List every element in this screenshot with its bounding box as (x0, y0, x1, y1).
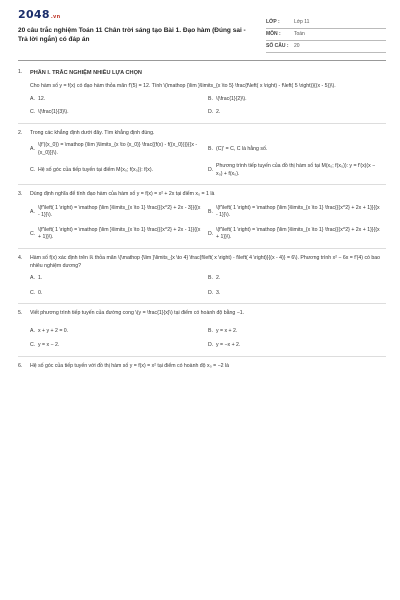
question-4-text: Hàm số f(x) xác định trên ℝ thỏa mãn \(\mathop {\lim }\limits_{x \to 4} \frac{f\left( x \right) - f\left( 4 \right)}{(x - 4)} = 6\). Phương trình x² − 6x = f'(4) có bao nhiêu nghiệm dương? (30, 255, 381, 269)
q1-option-d[interactable]: D. 2. (208, 109, 221, 116)
q2-option-a[interactable]: A. \(f'((x_0}) = \mathop {\lim }\limits_{x \to {x_0}} \frac{{f(x) - f({x_0})}}{{x - {x_0}}}\). (30, 142, 198, 156)
q3-option-b[interactable]: B. \(f'\left( 1 \right) = \mathop {\lim }\limits_{x \to 1} \frac{{(x^2} + 2x + 1}}{{x - 1}}\). (208, 204, 380, 219)
q1-option-c[interactable]: C. \(\frac{1}{3}\). (30, 109, 69, 116)
question-1-text: Cho hàm số y = f(x) có đạo hàm thỏa mãn f'(5) = 12. Tính \(\mathop {\lim }\limits_{x \to 5} \frac{f\left( x \right) - f\left( 5 \right)}{(x - 5)}\). (30, 83, 336, 90)
question-separator (18, 123, 386, 124)
q3-option-d[interactable]: D. \(f'\left( 1 \right) = \mathop {\lim }\limits_{x \to 1} \frac{{(x^2} + 2x + 1}}{{x + 1}}\). (208, 226, 380, 241)
q2-option-d[interactable]: D. Phương trình tiếp tuyến của đồ thị hàm số tại M(x₀; f(x₀)): y = f'(x)(x − x₀) + f(x₀). (208, 163, 376, 177)
q4-option-a[interactable]: A. 1. (30, 275, 43, 282)
q3-option-c[interactable]: C. \(f'\left( 1 \right) = \mathop {\lim }\limits_{x \to 1} \frac{{(x^2} + 2x - 1}}{{x + 1}}\). (30, 226, 201, 241)
document-header (18, 8, 386, 53)
meta-count: SỐ CÂU : 20 (266, 41, 386, 53)
question-6: 6. Hệ số góc của tiếp tuyến với đồ thị hàm số y = f(x) = x² tại điểm có hoành độ x₀ = −2 là (18, 363, 386, 371)
q5-option-a[interactable]: A. x + y + 2 = 0. (30, 327, 69, 334)
q2-option-b[interactable]: B. (C)' = C, C là hằng số. (208, 146, 268, 152)
meta-subject: MÔN : Toán (266, 29, 386, 41)
question-2: 2. Trong các khẳng định dưới đây. Tìm khẳng định đúng. A. \(f'((x_0}) = \mathop {\lim }\limits_{x \to {x_0}} \frac{{f(x) - f({x_0})}}{{x - {x_0}}}\). B. (C)' = C, C là hằng số. C. Hệ số góc của tiếp tuyến tại điểm M(x₀; f(x₀)): f(x). D. Phương trình tiếp tuyến của đồ thị hàm số tại M(x₀; f(x₀)): y = f'(x)(x − x₀) + f(x₀). (18, 130, 386, 179)
question-6-text: Hệ số góc của tiếp tuyến với đồ thị hàm số y = f(x) = x² tại điểm có hoành độ x₀ = −2 là (30, 362, 230, 369)
q4-option-d[interactable]: D. 3. (208, 289, 221, 296)
q1-option-b[interactable]: B. \(\frac{1}{2}\). (208, 95, 247, 102)
question-separator (18, 356, 386, 357)
q4-option-b[interactable]: B. 2. (208, 275, 221, 282)
question-5: 5. Viết phương trình tiếp tuyến của đường cong \(y = \frac{1}{x}\) tại điểm có hoành độ bằng −1. A. x + y + 2 = 0. B. y = x + 2. C. y = x − 2. D. y = −x + 2. (18, 310, 386, 350)
question-separator (18, 303, 386, 304)
q5-option-d[interactable]: D. y = −x + 2. (208, 342, 241, 349)
q1-option-a[interactable]: A. 12. (30, 95, 46, 102)
question-separator (18, 184, 386, 185)
meta-class: LỚP : Lớp 11 (266, 17, 386, 29)
q2-option-c[interactable]: C. Hệ số góc của tiếp tuyến tại điểm M(x₀; f(x₀)): f(x). (30, 167, 154, 174)
question-3-text: Dùng định nghĩa để tính đạo hàm của hàm số y = f(x) = x² + 2x tại điểm x₀ = 1 là (30, 191, 215, 198)
question-2-text: Trong các khẳng định dưới đây. Tìm khẳng định đúng. (30, 129, 155, 136)
question-1: 1. PHẦN I. TRẮC NGHIỆM NHIỀU LỰA CHỌN Cho hàm số y = f(x) có đạo hàm thỏa mãn f'(5) = 12. Tính \(\mathop {\lim }\limits_{x \to 5} \frac{f\left( x \right) - f\left( 5 \right)}{(x - 5)}\). A. 12. B. \(\frac{1}{2}\). C. \(\frac{1}{3}\). D. 2. (18, 69, 386, 117)
document-title: 20 câu trắc nghiệm Toán 11 Chân trời sáng tạo Bài 1. Đạo hàm (Đúng sai - Trả lời ngắn) có đáp án (18, 27, 246, 43)
question-separator (18, 248, 386, 249)
header-divider (18, 60, 386, 61)
q4-option-c[interactable]: C. 0. (30, 289, 43, 296)
document-meta (266, 17, 386, 53)
question-5-text: Viết phương trình tiếp tuyến của đường cong \(y = \frac{1}{x}\) tại điểm có hoành độ bằng −1. (30, 310, 245, 317)
question-4: 4. Hàm số f(x) xác định trên ℝ thỏa mãn \(\mathop {\lim }\limits_{x \to 4} \frac{f\left( x \right) - f\left( 4 \right)}{(x - 4)} = 6\). Phương trình x² − 6x = f'(4) có bao nhiêu nghiệm dương? A. 1. B. 2. C. 0. D. 3. (18, 255, 386, 297)
q3-option-a[interactable]: A. \(f'\left( 1 \right) = \mathop {\lim }\limits_{x \to 1} \frac{{(x^2} + 2x - 3}}{{x - 1}}\). (30, 204, 201, 219)
q5-option-c[interactable]: C. y = x − 2. (30, 342, 60, 349)
site-logo[interactable]: 2048.vn (18, 8, 61, 21)
section-title: PHẦN I. TRẮC NGHIỆM NHIỀU LỰA CHỌN (30, 70, 142, 76)
question-3: 3. Dùng định nghĩa để tính đạo hàm của hàm số y = f(x) = x² + 2x tại điểm x₀ = 1 là A. \(f'\left( 1 \right) = \mathop {\lim }\limits_{x \to 1} \frac{{(x^2} + 2x - 3}}{{x - 1}}\). B. \(f'\left( 1 \right) = \mathop {\lim }\limits_{x \to 1} \frac{{(x^2} + 2x + 1}}{{x - 1}}\). C. \(f'\left( 1 \right) = \mathop {\lim }\limits_{x \to 1} \frac{{(x^2} + 2x - 1}}{{x + 1}}\). D. \(f'\left( 1 \right) = \mathop {\lim }\limits_{x \to 1} \frac{{(x^2} + 2x + 1}}{{x + 1}}\). (18, 191, 386, 242)
q5-option-b[interactable]: B. y = x + 2. (208, 327, 238, 334)
